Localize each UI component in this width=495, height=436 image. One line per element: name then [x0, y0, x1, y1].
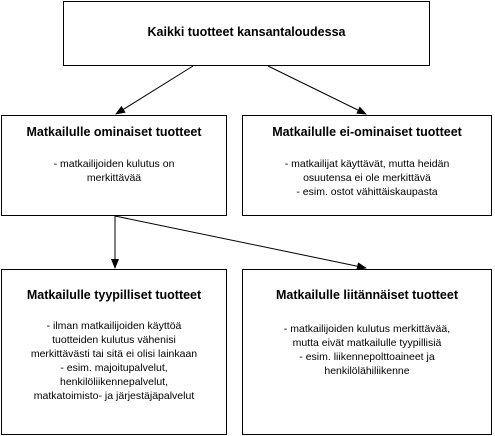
description-line: - matkailijoiden kulutus merkittävää, — [283, 323, 451, 335]
description-line: henkilöliikennepalvelut, — [60, 376, 168, 388]
node-typical-products — [1, 269, 227, 435]
description-line: merkittävää — [86, 172, 142, 184]
node-connected-products — [242, 269, 492, 435]
node-title: Matkailulle liitännäiset tuotteet — [276, 288, 458, 302]
description-line: merkittävästi tai sitä ei olisi lainkaan — [30, 348, 198, 360]
node-title: Matkailulle ominaiset tuotteet — [26, 125, 202, 139]
description-line: osuutensa ei ole merkittävä — [303, 172, 431, 184]
node-description — [2, 319, 226, 403]
arrow-characteristic-to-connected — [115, 216, 366, 268]
node-title: Matkailulle ei-ominaiset tuotteet — [272, 125, 462, 139]
description-line: mutta eivät matkailulle tyypillisiä — [292, 337, 442, 349]
description-line: - matkailijoiden kulutus on — [53, 158, 175, 170]
description-line: - esim. majoitupalvelut, — [60, 362, 168, 374]
description-line: - ilman matkailijoiden käyttöä — [46, 320, 182, 332]
description-line: - esim. liikennepolttoaineet ja — [299, 351, 435, 363]
node-non-characteristic-products — [242, 115, 492, 216]
node-description — [243, 157, 491, 199]
description-line: - esim. ostot vähittäiskaupasta — [296, 186, 438, 198]
description-line: henkilölähiliikenne — [324, 365, 410, 377]
node-title: Matkailulle tyypilliset tuotteet — [26, 288, 202, 302]
node-title: Kaikki tuotteet kansantaloudessa — [147, 25, 346, 39]
node-all-products — [63, 1, 430, 66]
node-description — [243, 322, 491, 378]
arrow-top-to-non-characteristic — [268, 66, 366, 114]
description-line: - matkailijat käyttävät, mutta heidän — [284, 158, 450, 170]
description-line: tuotteiden kulutus vähenisi — [52, 334, 176, 346]
node-characteristic-products — [1, 115, 227, 216]
arrow-top-to-characteristic — [116, 66, 193, 114]
description-line: matkatoimisto- ja järjestäjäpalvelut — [33, 390, 195, 402]
node-description — [2, 157, 226, 185]
